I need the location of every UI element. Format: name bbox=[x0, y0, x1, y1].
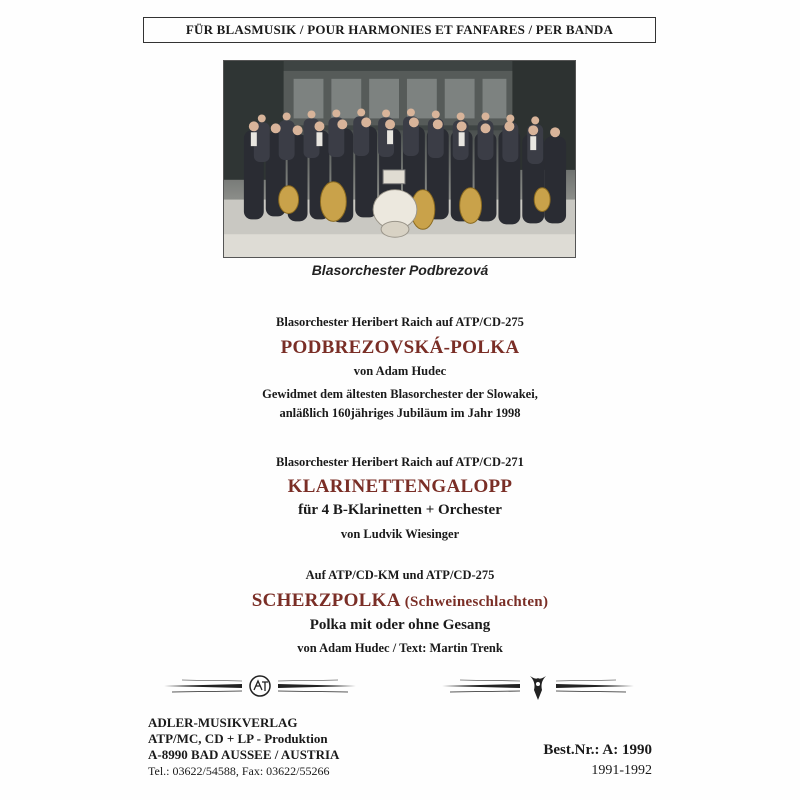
work-1-composer: von Adam Hudec bbox=[353, 364, 447, 378]
photo-caption: Blasorchester Podbrezová bbox=[311, 262, 489, 278]
work-3-title: SCHERZPOLKA bbox=[251, 590, 400, 611]
work-1-recording: Blasorchester Heribert Raich auf ATP/CD-275 bbox=[276, 315, 524, 329]
work-3-subtitle: Polka mit oder ohne Gesang bbox=[309, 617, 491, 633]
work-3-composer: von Adam Hudec / Text: Martin Trenk bbox=[297, 641, 503, 655]
publisher-name: ADLER-MUSIKVERLAG bbox=[148, 715, 298, 730]
work-3-title-paren: (Schweineschlachten) bbox=[404, 594, 549, 610]
eagle-emblem-icon bbox=[440, 672, 636, 702]
work-3-title-line bbox=[0, 590, 800, 612]
order-number: Best.Nr.: A: 1990 bbox=[543, 742, 652, 758]
publisher-block bbox=[148, 715, 339, 779]
work-2-composer: von Ludvik Wiesinger bbox=[340, 527, 460, 541]
right-ornament bbox=[440, 672, 636, 702]
publisher-production: ATP/MC, CD + LP - Produktion bbox=[148, 731, 328, 746]
work-3-recording: Auf ATP/CD-KM und ATP/CD-275 bbox=[305, 568, 495, 582]
order-block bbox=[543, 742, 652, 779]
publisher-address: A-8990 BAD AUSSEE / AUSTRIA bbox=[148, 747, 340, 762]
work-1-dedication-line-2: anläßlich 160jähriges Jubiläum im Jahr 1998 bbox=[279, 406, 521, 420]
order-years: 1991-1992 bbox=[591, 763, 652, 778]
atp-logo-icon bbox=[162, 672, 358, 702]
work-2-subtitle: für 4 B-Klarinetten + Orchester bbox=[298, 502, 502, 518]
left-ornament bbox=[162, 672, 358, 702]
band-photo-illustration bbox=[224, 61, 575, 257]
work-1-dedication-line-1: Gewidmet dem ältesten Blasorchester der Slowakei, bbox=[262, 387, 538, 401]
banner-text: FÜR BLASMUSIK / POUR HARMONIES ET FANFARES / PER BANDA bbox=[185, 22, 614, 37]
publisher-contact: Tel.: 03622/54588, Fax: 03622/55266 bbox=[148, 764, 330, 778]
work-2-title: KLARINETTENGALOPP bbox=[287, 476, 513, 497]
work-1-title: PODBREZOVSKÁ-POLKA bbox=[280, 337, 520, 358]
work-2-recording: Blasorchester Heribert Raich auf ATP/CD-271 bbox=[276, 455, 524, 469]
band-photo bbox=[223, 60, 576, 258]
header-banner bbox=[143, 17, 656, 43]
